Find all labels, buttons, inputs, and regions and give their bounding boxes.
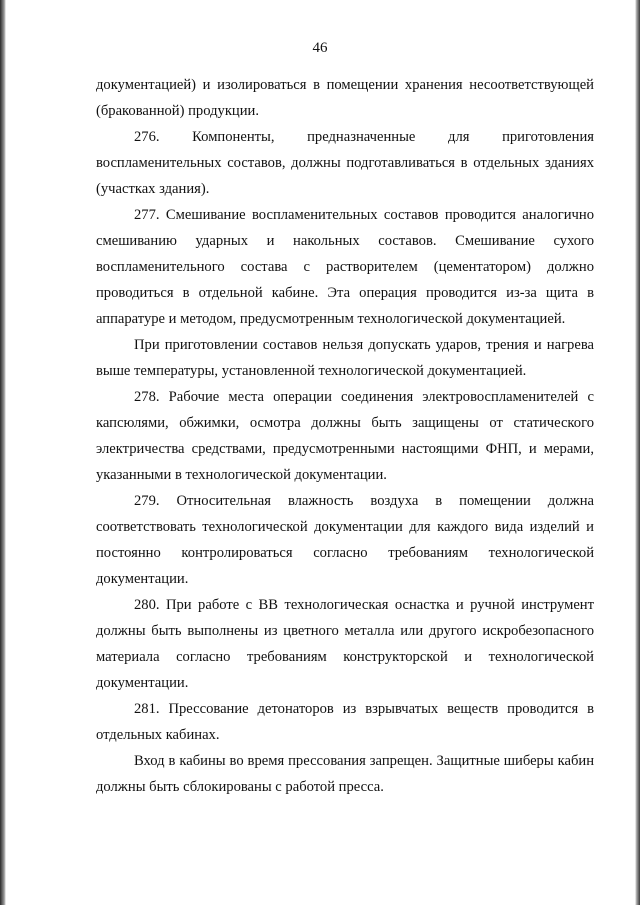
scan-edge-right bbox=[635, 0, 640, 905]
document-body bbox=[96, 72, 594, 800]
paragraph-277-note: При приготовлении составов нельзя допускать ударов, трения и нагрева выше температуры, установленной технологической документацией. bbox=[96, 337, 594, 379]
page-number: 46 bbox=[312, 40, 328, 56]
paragraph-276: 276. Компоненты, предназначенные для приготовления воспламенительных составов, должны подготавливаться в отдельных зданиях (участках здания). bbox=[96, 129, 594, 197]
paragraph-281-note: Вход в кабины во время прессования запрещен. Защитные шиберы кабин должны быть сблокированы с работой пресса. bbox=[96, 753, 594, 795]
paragraph-277: 277. Смешивание воспламенительных составов проводится аналогично смешиванию ударных и накольных составов. Смешивание сухого воспламенительного состава с растворителем (цементатором) должно проводиться в отдельной кабине. Эта операция проводится из-за щита в аппаратуре и методом, предусмотренным технологической документацией. bbox=[96, 207, 594, 327]
scan-edge-left bbox=[0, 0, 6, 905]
paragraph-278: 278. Рабочие места операции соединения электровоспламенителей с капсюлями, обжимки, осмотра должны быть защищены от статического электричества средствами, предусмотренными настоящими ФНП, и мерами, указанными в технологической документации. bbox=[96, 389, 594, 483]
paragraph-279: 279. Относительная влажность воздуха в помещении должна соответствовать технологической документации для каждого вида изделий и постоянно контролироваться согласно требованиям технологической документации. bbox=[96, 493, 594, 587]
paragraph-280: 280. При работе с ВВ технологическая оснастка и ручной инструмент должны быть выполнены из цветного металла или другого искробезопасного материала согласно требованиям конструкторской и технологической документации. bbox=[96, 597, 594, 691]
paragraph-continuation: документацией) и изолироваться в помещении хранения несоответствующей (бракованной) продукции. bbox=[96, 77, 594, 119]
paragraph-281: 281. Прессование детонаторов из взрывчатых веществ проводится в отдельных кабинах. bbox=[96, 701, 594, 743]
